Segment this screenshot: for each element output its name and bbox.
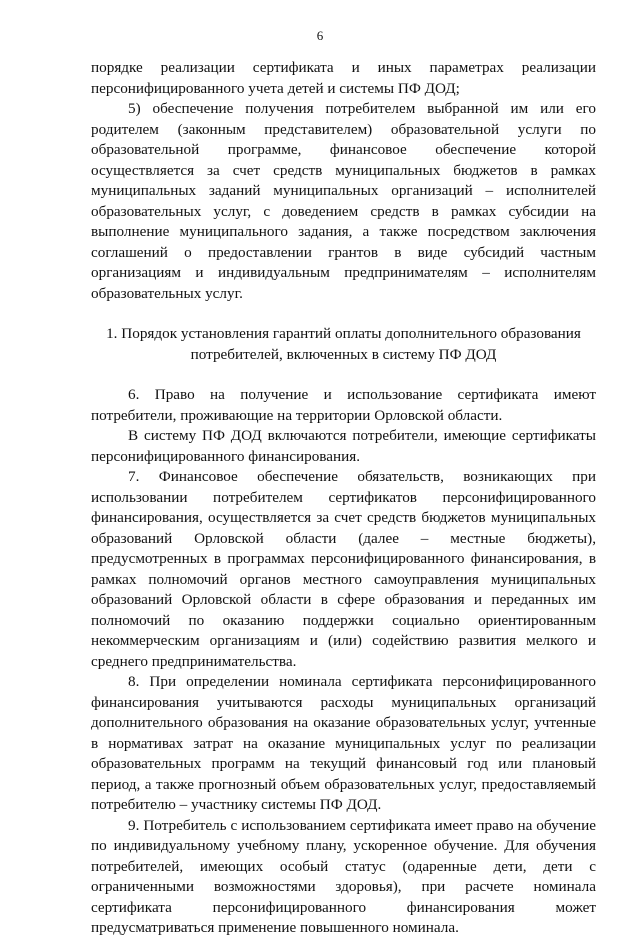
page-number: 6 (316, 28, 324, 43)
paragraph-item-8: 8. При определении номинала сертификата персонифицированного финансирования учитываются расходы муниципальных организаций дополнительного образования на оказание образовательных услуг, учтенные в нормативах затрат на оказание муниципальных услуг по реализации образовательных программ на текущий финансовый год или плановый период, а также прогнозный объем образовательных услуг, предоставляемый потребителю – участнику системы ПФ ДОД. (91, 673, 596, 813)
paragraph-continuation: порядке реализации сертификата и иных параметрах реализации персонифицированного учета детей и системы ПФ ДОД; (91, 59, 596, 97)
document-body (91, 58, 596, 939)
paragraph-item-6: 6. Право на получение и использование сертификата имеют потребители, проживающие на территории Орловской области. (91, 386, 596, 424)
paragraph-item-7: 7. Финансовое обеспечение обязательств, возникающих при использовании потребителем сертификатов персонифицированного финансирования, осуществляется за счет средств бюджетов муниципальных образований Орловской области (далее – местные бюджеты), предусмотренных в программах персонифицированного финансирования, в рамках полномочий органов местного самоуправления муниципальных образований Орловской области в сфере образования и переданных им полномочий по оказанию поддержки социально ориентированным некоммерческим организациям и (или) содействию развития мелкого и среднего предпринимательства. (91, 468, 596, 670)
paragraph-pf-dod: В систему ПФ ДОД включаются потребители, имеющие сертификаты персонифицированного финансирования. (91, 427, 596, 465)
section-title: 1. Порядок установления гарантий оплаты дополнительного образования потребителей, включенных в систему ПФ ДОД (106, 325, 581, 363)
paragraph-item-9: 9. Потребитель с использованием сертификата имеет право на обучение по индивидуальному учебному плану, ускоренное обучение. Для обучения потребителей, имеющих особый статус (одаренные дети, дети с ограниченными возможностями здоровья), при расчете номинала сертификата персонифицированного финансирования может предусматриваться применение повышенного номинала. (91, 816, 596, 936)
paragraph-item-5: 5) обеспечение получения потребителем выбранной им или его родителем (законным представителем) образовательной услуги по образовательной программе, финансовое обеспечение которой осуществляется за счет средств муниципальных бюджетов в рамках муниципальных заданий муниципальных организаций – исполнителей образовательных услуг, с доведением средств в рамках субсидии на выполнение муниципального задания, а также посредством заключения соглашений о предоставлении грантов в виде субсидий частным организациям и индивидуальным предпринимателям – исполнителям образовательных услуг. (91, 100, 596, 302)
